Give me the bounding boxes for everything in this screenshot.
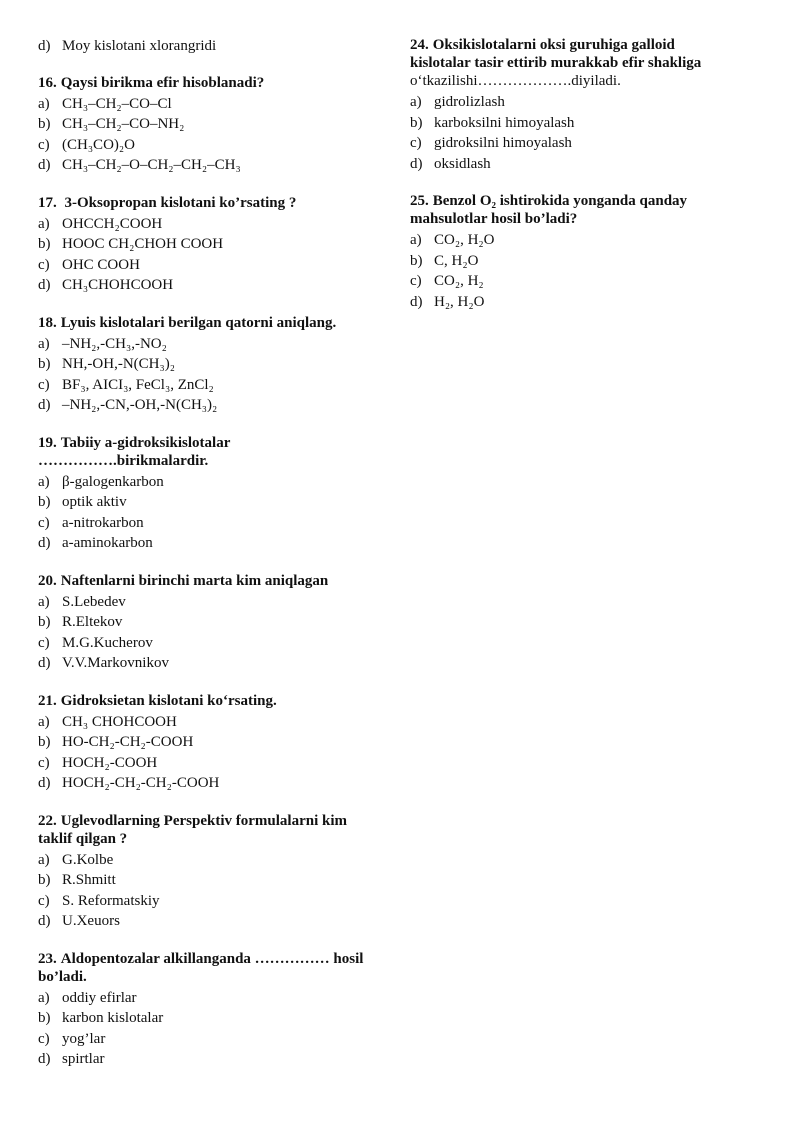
question-25-option-b	[410, 251, 765, 272]
option-text: G.Kolbe	[62, 851, 114, 868]
question-text-line3: o‘tkazilishi……………….diyiladi.	[410, 73, 621, 89]
option-text: gidrolizlash	[434, 94, 505, 110]
question-18-option-d	[38, 395, 393, 416]
option-text: U.Xeuors	[62, 913, 120, 929]
option-letter: d)	[38, 913, 51, 929]
question-20-option-a	[38, 592, 393, 613]
question-16-option-b	[38, 114, 393, 135]
option-text: BF₃, AICI₃, FeCl₃, ZnCl₂	[62, 376, 214, 393]
option-text: β-galogenkarbon	[62, 473, 164, 490]
option-letter: c)	[38, 634, 50, 651]
option-letter: a)	[38, 335, 50, 352]
question-number: 22.	[38, 812, 57, 829]
question-number: 23.	[38, 950, 57, 967]
option-text: CO₂, H₂	[434, 273, 484, 289]
option-letter: d)	[38, 1051, 51, 1067]
question-text-line1: Oksikislotalarni oksi guruhiga galloid	[432, 37, 675, 53]
option-text: –NH₂,-CH₃,-NO₂	[62, 335, 167, 352]
option-text: optik aktiv	[62, 494, 127, 510]
option-text: OHCCH₂COOH	[62, 215, 163, 232]
option-letter: b)	[38, 872, 51, 888]
question-19-option-c	[38, 513, 393, 534]
question-19-option-b	[38, 492, 393, 513]
option-letter: d)	[38, 775, 51, 791]
option-letter: a)	[38, 989, 50, 1006]
question-text: Naftenlarni birinchi marta kim aniqlagan	[60, 572, 329, 589]
question-text: Lyuis kislotalari berilgan qatorni aniqlang.	[60, 314, 337, 331]
question-17-title	[38, 194, 393, 212]
question-23-option-c	[38, 1029, 393, 1050]
question-text-line2: kislotalar tasir ettirib murakkab efir shakliga	[410, 55, 702, 71]
option-letter: b)	[38, 494, 51, 510]
question-text: Gidroksietan kislotani ko‘rsating.	[60, 692, 277, 709]
question-24-option-c	[410, 133, 765, 154]
question-19	[38, 434, 393, 554]
option-letter: a)	[38, 593, 50, 610]
option-letter: c)	[38, 754, 50, 771]
option-letter: a)	[410, 94, 422, 110]
option-text: S. Reformatskiy	[62, 892, 160, 909]
option-letter: c)	[38, 376, 50, 393]
option-text: yog’lar	[62, 1030, 106, 1047]
option-text: H₂, H₂O	[434, 293, 485, 310]
question-19-option-a	[38, 472, 393, 493]
question-17-option-a	[38, 214, 393, 235]
option-letter: c)	[38, 1030, 50, 1047]
question-20	[38, 572, 393, 674]
question-21-option-b	[38, 732, 393, 753]
question-20-title	[38, 572, 393, 590]
option-text: NH,-OH,-N(CH₃)₂	[62, 356, 175, 372]
option-text: CH₃–CH₂–CO–NH₂	[62, 116, 185, 132]
question-text-line1: Benzol O₂ ishtirokida yonganda qanday	[432, 193, 688, 209]
option-text: HOCH₂-COOH	[62, 754, 158, 771]
option-letter: c)	[38, 256, 50, 273]
question-25-title	[410, 192, 765, 228]
option-letter: b)	[410, 252, 423, 269]
option-text: karboksilni himoyalash	[434, 114, 575, 131]
option-letter: c)	[38, 514, 50, 531]
question-18-option-c	[38, 375, 393, 396]
question-25-option-d	[410, 292, 765, 313]
question-18-title	[38, 314, 393, 332]
option-letter: a)	[38, 95, 50, 112]
question-18	[38, 314, 393, 416]
question-text-line2: taklif qilgan ?	[38, 830, 128, 847]
option-text: C, H₂O	[434, 252, 479, 269]
option-letter: d)	[38, 38, 51, 54]
question-21-title	[38, 692, 393, 710]
option-text: (CH₃CO)₂O	[62, 136, 135, 153]
option-text: CH₃ CHOHCOOH	[62, 713, 177, 730]
option-text: R.Eltekov	[62, 614, 123, 630]
question-number: 21.	[38, 692, 57, 709]
question-17	[38, 194, 393, 296]
question-16	[38, 74, 393, 176]
question-22-option-a	[38, 850, 393, 871]
option-letter: c)	[410, 273, 422, 289]
option-text: Moy kislotani xlorangridi	[62, 38, 217, 54]
option-text: CH₃CHOHCOOH	[62, 277, 174, 293]
question-18-option-b	[38, 354, 393, 375]
option-letter: b)	[38, 236, 51, 252]
question-24-option-b	[410, 113, 765, 134]
option-letter: b)	[38, 116, 51, 132]
question-22	[38, 812, 393, 932]
question-21-option-d	[38, 773, 393, 794]
question-16-option-a	[38, 94, 393, 115]
question-22-option-b	[38, 870, 393, 891]
question-22-option-c	[38, 891, 393, 912]
option-letter: a)	[38, 473, 50, 490]
option-letter: a)	[38, 215, 50, 232]
option-text: –NH₂,-CN,-OH,-N(CH₃)₂	[62, 397, 218, 413]
question-text-line2: bo’ladi.	[38, 968, 87, 985]
question-23	[38, 950, 393, 1070]
question-20-option-b	[38, 612, 393, 633]
question-19-title	[38, 434, 393, 470]
option-text: gidroksilni himoyalash	[434, 135, 572, 151]
option-text: CH₃–CH₂–CO–Cl	[62, 95, 172, 112]
option-letter: b)	[410, 114, 423, 131]
option-letter: c)	[38, 136, 50, 153]
question-number: 24.	[410, 37, 429, 53]
question-25	[410, 192, 765, 312]
option-letter: b)	[38, 1010, 51, 1026]
option-text: oksidlash	[434, 155, 491, 172]
question-text-line2: …………….birikmalardir.	[38, 452, 209, 469]
question-16-option-d	[38, 155, 393, 176]
question-number: 17.	[38, 194, 57, 211]
question-number: 25.	[410, 193, 429, 209]
option-letter: a)	[38, 851, 50, 868]
question-23-option-b	[38, 1008, 393, 1029]
question-20-option-c	[38, 633, 393, 654]
option-letter: b)	[38, 356, 51, 372]
question-23-option-a	[38, 988, 393, 1009]
option-text: HOOC CH₂CHOH COOH	[62, 236, 224, 252]
option-letter: d)	[38, 655, 51, 671]
question-21-option-a	[38, 712, 393, 733]
option-text: oddiy efirlar	[62, 989, 137, 1006]
question-25-option-c	[410, 271, 765, 292]
option-text: HO-CH₂-CH₂-COOH	[62, 734, 194, 750]
option-text: R.Shmitt	[62, 872, 116, 888]
option-letter: a)	[410, 232, 422, 248]
option-letter: a)	[38, 713, 50, 730]
option-letter: b)	[38, 734, 51, 750]
question-text-line2: mahsulotlar hosil bo’ladi?	[410, 211, 578, 227]
option-text: V.V.Markovnikov	[62, 655, 169, 671]
option-text: a-aminokarbon	[62, 535, 153, 551]
question-21	[38, 692, 393, 794]
question-23-title	[38, 950, 393, 986]
question-17-option-b	[38, 234, 393, 255]
option-letter: b)	[38, 614, 51, 630]
option-text: a-nitrokarbon	[62, 514, 144, 531]
question-20-option-d	[38, 653, 393, 674]
question-18-option-a	[38, 334, 393, 355]
question-24-title	[410, 36, 765, 90]
option-letter: d)	[38, 157, 51, 173]
question-text-line1: Uglevodlarning Perspektiv formulalarni kim	[60, 812, 347, 829]
question-number: 20.	[38, 572, 57, 589]
option-letter: d)	[410, 293, 423, 310]
option-text: HOCH₂-CH₂-CH₂-COOH	[62, 775, 220, 791]
option-text: karbon kislotalar	[62, 1010, 164, 1026]
left-column	[38, 36, 393, 1088]
question-24-option-d	[410, 154, 765, 175]
option-text: S.Lebedev	[62, 593, 126, 610]
question-23-option-d	[38, 1049, 393, 1070]
option-letter: d)	[410, 155, 423, 172]
option-text: M.G.Kucherov	[62, 634, 153, 651]
option-letter: d)	[38, 277, 51, 293]
question-24	[410, 36, 765, 174]
question-text: Qaysi birikma efir hisoblanadi?	[60, 74, 265, 91]
option-letter: d)	[38, 535, 51, 551]
question-16-title	[38, 74, 393, 92]
question-text: 3-Oksopropan kislotani ko’rsating ?	[64, 194, 297, 211]
question-24-option-a	[410, 92, 765, 113]
question-16-option-c	[38, 135, 393, 156]
question-number: 18.	[38, 314, 57, 331]
option-letter: d)	[38, 397, 51, 413]
question-17-option-c	[38, 255, 393, 276]
option-text: CH₃–CH₂–O–CH₂–CH₂–CH₃	[62, 157, 241, 173]
option-text: OHC COOH	[62, 256, 140, 273]
question-25-option-a	[410, 230, 765, 251]
question-text-line1: Aldopentozalar alkillanganda …………… hosil	[60, 950, 364, 967]
question-number: 16.	[38, 74, 57, 91]
option-text: CO₂, H₂O	[434, 232, 495, 248]
option-letter: c)	[38, 892, 50, 909]
question-17-option-d	[38, 275, 393, 296]
option-text: spirtlar	[62, 1051, 105, 1067]
question-22-option-d	[38, 911, 393, 932]
question-19-option-d	[38, 533, 393, 554]
question-text-line1: Tabiiy a-gidroksikislotalar	[60, 434, 231, 451]
right-column	[410, 36, 765, 330]
option-letter: c)	[410, 135, 422, 151]
question-15-option-d	[38, 36, 393, 57]
question-22-title	[38, 812, 393, 848]
question-number: 19.	[38, 434, 57, 451]
question-21-option-c	[38, 753, 393, 774]
